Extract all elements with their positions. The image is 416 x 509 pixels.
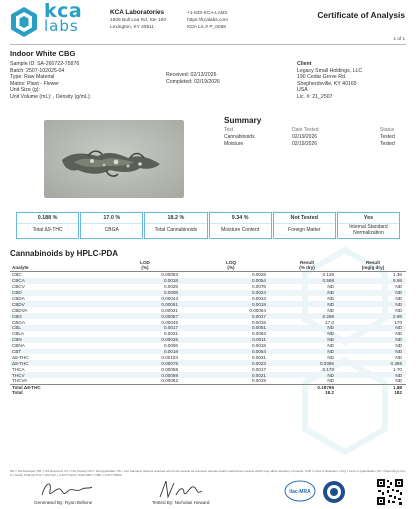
completed-date: Completed: 02/19/2026 xyxy=(166,78,220,85)
highlight-box xyxy=(80,212,143,239)
result-pct: ND xyxy=(327,284,334,290)
result-pct: ND xyxy=(327,337,334,343)
summary-table xyxy=(224,126,408,147)
result-pct: ND xyxy=(327,296,334,301)
lod-value: 0.00104 xyxy=(161,354,178,360)
highlight-label: Total Δ9-THC xyxy=(32,227,63,234)
sample-type: Type: Raw Material xyxy=(10,74,55,81)
highlight-value: Yes xyxy=(338,213,399,224)
analyte-name: CBDV xyxy=(12,301,25,307)
result-highlights xyxy=(16,212,400,239)
client-city: Shepherdsville, KY 40165 xyxy=(297,80,357,87)
result-pct: ND xyxy=(327,343,334,349)
loq-value: 0.0023 xyxy=(251,360,266,366)
lod-value: 0.00021 xyxy=(161,307,178,313)
summary-header-status: Status xyxy=(380,126,395,133)
result-pct: 17.0 xyxy=(325,319,334,325)
sample-photo xyxy=(44,120,184,198)
result-pct: 0.598 xyxy=(322,278,334,284)
unit-size: Unit Size (g): xyxy=(10,87,40,94)
loq-value: 0.0054 xyxy=(251,278,266,284)
sample-id: Sample ID: SA-260722-75876 xyxy=(10,61,80,67)
highlight-label: Moisture Content xyxy=(221,227,260,234)
generated-by: Generated By: Ryan Bellone xyxy=(34,500,93,505)
table-row xyxy=(10,378,406,384)
highlight-value: 0.188 % xyxy=(17,213,78,224)
result-pct: ND xyxy=(327,331,334,337)
summary-header-row xyxy=(224,126,408,133)
received-date: Received: 02/13/2026 xyxy=(166,72,217,78)
document-title: Certificate of Analysis xyxy=(317,10,405,20)
highlight-box xyxy=(209,212,272,239)
product-name: Indoor White CBG xyxy=(10,49,76,58)
lod-value: 0.0006 xyxy=(163,343,178,349)
summary-header-date: Date Tested xyxy=(292,126,319,133)
result-pct: ND xyxy=(327,301,334,307)
result-pct: ND xyxy=(327,378,334,384)
client-street: 190 Cedar Grove Rd. xyxy=(297,74,347,81)
result-mg: ND xyxy=(395,307,402,313)
lab-address-1: 1509 Bull Lea Rd, Ste 100 xyxy=(110,18,167,23)
analyte-name: CBC xyxy=(12,272,22,278)
ilac-mra-seal-icon xyxy=(284,480,316,502)
loq-value: 0.0013 xyxy=(251,296,266,301)
lod-value: 0.00069 xyxy=(161,372,178,378)
lod-value: 0.00057 xyxy=(161,313,178,319)
result-mg: 1.88 xyxy=(393,384,402,390)
summary-row xyxy=(224,133,408,140)
analyte-name: CBDVA xyxy=(12,307,28,313)
header-result-pct: Result (% dry) xyxy=(299,260,315,270)
potency-section-title: Cannabinoids by HPLC-PDA xyxy=(10,249,119,258)
highlight-value: Not Tested xyxy=(274,213,335,224)
result-mg: ND xyxy=(395,325,402,331)
qr-code-icon[interactable] xyxy=(376,478,404,506)
lod-value: 0.0021 xyxy=(163,331,178,337)
total-row xyxy=(10,390,406,396)
loq-value: 0.0011 xyxy=(252,337,266,343)
analyte-name: CBT xyxy=(12,349,22,355)
header-divider xyxy=(10,44,406,45)
lab-license: KDA Lic.# P_0058 xyxy=(187,25,226,30)
result-mg: 2.98 xyxy=(393,313,402,319)
highlight-label: Total Cannabinoids xyxy=(154,227,198,234)
client-info xyxy=(297,61,362,101)
client-country: USA xyxy=(297,87,308,94)
analyte-name: THCA xyxy=(12,366,25,372)
table-row xyxy=(10,366,406,372)
potency-header-row xyxy=(10,258,406,272)
table-row xyxy=(10,325,406,331)
result-mg: 170 xyxy=(394,319,402,325)
potency-table xyxy=(10,258,406,396)
result-mg: 0.386 xyxy=(390,360,402,366)
table-row xyxy=(10,319,406,325)
result-mg: ND xyxy=(395,354,402,360)
summary-row xyxy=(224,140,408,147)
table-row xyxy=(10,372,406,378)
highlight-label: Internal Standard Normalization xyxy=(349,224,388,236)
analyte-name: CBG xyxy=(12,313,22,319)
summary-header-test: Test xyxy=(224,126,234,133)
header-loq: LOQ (%) xyxy=(226,260,236,270)
summary-status: Tested xyxy=(380,140,395,147)
loq-value: 0.0031 xyxy=(251,354,266,360)
analyte-name: Total xyxy=(12,390,23,396)
highlight-box xyxy=(16,212,79,239)
loq-value: 0.0015 xyxy=(251,319,266,325)
table-row xyxy=(10,284,406,290)
client-name: Legacy Small Holdings, LLC xyxy=(297,67,363,74)
lod-value: 0.00036 xyxy=(161,337,178,343)
analyte-name: CBL xyxy=(12,325,21,331)
table-row xyxy=(10,331,406,337)
lod-value: 0.00043 xyxy=(161,296,178,301)
table-row xyxy=(10,343,406,349)
lod-value: 0.00058 xyxy=(161,366,178,372)
unit-volume: Unit Volume (mL): , Density (g/mL): xyxy=(10,93,92,100)
result-mg: ND xyxy=(395,331,402,337)
analyte-name: THCV xyxy=(12,372,25,378)
table-row xyxy=(10,272,406,278)
result-mg: ND xyxy=(395,284,402,290)
loq-value: 0.0017 xyxy=(251,366,266,372)
highlight-box xyxy=(273,212,336,239)
seal-text: ilac-MRA xyxy=(289,489,311,495)
loq-value: 0.0028 xyxy=(251,272,266,278)
batch: Batch: 2507-102025-04 xyxy=(10,67,65,74)
result-mg: 5.98 xyxy=(393,278,402,284)
signature-icon xyxy=(36,477,96,501)
table-row xyxy=(10,360,406,366)
table-row xyxy=(10,290,406,296)
result-pct: ND xyxy=(327,372,334,378)
lod-value: 0.00045 xyxy=(161,319,178,325)
loq-value: 0.00064 xyxy=(249,307,266,313)
signature-icon xyxy=(150,477,210,501)
result-pct: 0.298 xyxy=(322,313,334,319)
result-pct: 0.0386 xyxy=(319,360,334,366)
result-mg: ND xyxy=(395,290,402,296)
result-pct: ND xyxy=(327,290,334,296)
header-lod: LOD (%) xyxy=(140,260,150,270)
analyte-name: CBDA xyxy=(12,296,25,301)
page-number: 1 of 1 xyxy=(393,36,405,41)
result-mg: ND xyxy=(395,296,402,301)
result-pct: 0.136 xyxy=(322,272,334,278)
result-pct: ND xyxy=(327,325,334,331)
loq-value: 0.0051 xyxy=(251,325,266,331)
lab-phone: +1-833-KCA-LABS xyxy=(187,11,228,16)
footnote: ND = Not Detected; NR = Not Reported; NT = Not Tested; N/A = Not Applicable; NS = Not Sampled; Results reported are for the sample as received; sample matrix interference present which may affect accuracy of results; LOD = Limit of Detection; LOQ = Limit of Quantitation; RL = Reporting Limit; Δ = Delta; Total Δ9-THC = Δ9-THC + 0.877*THCA; Total CBD = CBD + 0.877*CBDA. xyxy=(10,469,406,477)
analyte-name: CBGA xyxy=(12,319,26,325)
table-row xyxy=(10,337,406,343)
highlight-value: 18.2 % xyxy=(145,213,206,224)
result-mg: 1.36 xyxy=(393,272,402,278)
result-mg: ND xyxy=(395,349,402,355)
highlight-box xyxy=(337,212,400,239)
kca-logo: kca labs xyxy=(44,0,83,36)
table-row xyxy=(10,301,406,307)
lod-value: 0.00062 xyxy=(161,378,178,384)
result-mg: 182 xyxy=(394,390,402,396)
header-result-mg: Result (mg/g dry) xyxy=(361,260,385,270)
lab-website[interactable]: https://kcalabs.com xyxy=(187,18,229,23)
loq-value: 0.0054 xyxy=(251,349,266,355)
analyte-name: CBNA xyxy=(12,343,25,349)
header-analyte: Analyte xyxy=(12,265,29,270)
lab-name: KCA Laboratories xyxy=(110,9,165,16)
result-pct: ND xyxy=(327,354,334,360)
analyte-name: CBD xyxy=(12,290,22,296)
loq-value: 0.0021 xyxy=(251,372,266,378)
lab-address-2: Lexington, KY 40511 xyxy=(110,25,155,30)
result-mg: ND xyxy=(395,343,402,349)
highlight-value: 9.34 % xyxy=(210,213,271,224)
summary-status: Tested xyxy=(380,133,395,140)
lod-value: 0.0018 xyxy=(163,278,178,284)
client-license: Lic. #: 21_2507 xyxy=(297,93,333,100)
result-pct: 18.2 xyxy=(325,390,334,396)
lod-value: 0.00093 xyxy=(161,272,178,278)
summary-date: 02/19/2026 xyxy=(292,133,318,140)
table-row xyxy=(10,313,406,319)
analyte-name: CBCV xyxy=(12,284,25,290)
result-mg: ND xyxy=(395,301,402,307)
analyte-name: THCVA xyxy=(12,378,28,384)
analyte-name: CBCA xyxy=(12,278,25,284)
summary-test: Moisture xyxy=(224,140,244,147)
result-mg: ND xyxy=(395,378,402,384)
summary-test: Cannabinoids xyxy=(224,133,255,140)
table-row xyxy=(10,349,406,355)
loq-value: 0.0017 xyxy=(251,313,266,319)
result-pct: 0.170 xyxy=(322,366,334,372)
result-mg: 1.70 xyxy=(393,366,402,372)
loq-value: 0.0018 xyxy=(251,301,266,307)
analyte-name: CBLA xyxy=(12,331,25,337)
loq-value: 0.0019 xyxy=(251,378,266,384)
analyte-name: CBN xyxy=(12,337,22,343)
dates-info xyxy=(166,72,220,85)
result-pct: 0.18766 xyxy=(317,384,334,390)
highlight-label: CBGA xyxy=(104,227,119,234)
matrix: Matrix: Plant - Flower xyxy=(10,80,60,87)
accreditation-badge-icon xyxy=(322,480,346,504)
analyte-name: Total Δ9-THC xyxy=(12,384,41,390)
highlight-label: Foreign Matter xyxy=(288,227,321,234)
lod-value: 0.0017 xyxy=(163,325,178,331)
result-pct: ND xyxy=(327,349,334,355)
summary-date: 02/19/2026 xyxy=(292,140,318,147)
result-mg: ND xyxy=(395,337,402,343)
lod-value: 0.0018 xyxy=(163,349,178,355)
client-label: Client xyxy=(297,61,312,67)
analyte-name: Δ8-THC xyxy=(12,354,29,360)
table-row xyxy=(10,296,406,302)
highlight-box xyxy=(144,212,207,239)
table-row xyxy=(10,354,406,360)
loq-value: 0.0076 xyxy=(251,284,266,290)
loq-value: 0.0018 xyxy=(251,343,266,349)
potency-rows xyxy=(10,272,406,396)
result-mg: ND xyxy=(395,372,402,378)
lod-value: 0.0025 xyxy=(163,284,178,290)
lod-value: 0.0008 xyxy=(163,290,178,296)
sample-info xyxy=(10,61,91,101)
result-pct: ND xyxy=(327,307,334,313)
table-row xyxy=(10,278,406,284)
loq-value: 0.0063 xyxy=(251,331,266,337)
analyte-name: Δ9-THC xyxy=(12,360,29,366)
lod-value: 0.00061 xyxy=(161,301,178,307)
tested-by: Tested By: Nicholas Howard xyxy=(152,500,210,505)
loq-value: 0.0024 xyxy=(251,290,266,296)
summary-title: Summary xyxy=(224,116,262,125)
highlight-value: 17.0 % xyxy=(81,213,142,224)
header xyxy=(0,0,416,42)
table-row xyxy=(10,307,406,313)
kca-logo-icon xyxy=(10,6,38,38)
lod-value: 0.00076 xyxy=(161,360,178,366)
